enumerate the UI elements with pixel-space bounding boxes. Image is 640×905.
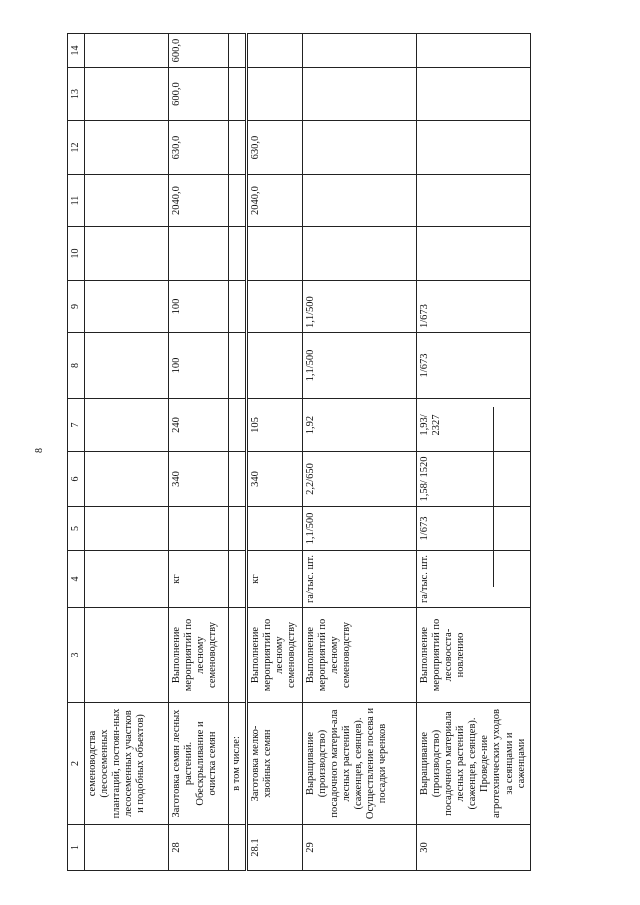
cell-value: 240 [169,399,229,452]
cell-unit: га/тыс. шт. [417,551,531,608]
cell-num [229,825,247,871]
column-number: 7 [68,399,85,452]
cell-unit: га/тыс. шт. [303,551,417,608]
cell-unit [85,551,169,608]
cell-value [303,121,417,175]
cell-purpose: Выполнение мероприятий по лесному семеноводству [169,608,229,703]
cell-value: 1/673 [417,507,531,551]
cell-value [85,34,169,68]
cell-value: 340 [169,452,229,507]
column-number: 5 [68,507,85,551]
table-row [417,34,531,871]
cell-name: Выращивание (производство) посадочного матери-ала лесных растений (саженцев, сеянцев). Осуществление посева и посадки черенков [303,703,417,825]
cell-value [229,34,247,68]
data-table [67,33,531,871]
column-number: 2 [68,703,85,825]
cell-value [229,175,247,227]
cell-value: 600,0 [169,68,229,121]
cell-value: 2,2/650 [303,452,417,507]
cell-value: 340 [247,452,303,507]
cell-value: 105 [247,399,303,452]
footnote-line [493,407,494,587]
page-number: 8 [34,448,45,453]
cell-purpose: Выполнение мероприятий по лесному семеноводству [303,608,417,703]
cell-purpose: Выполнение мероприятий по лесному семеноводству [247,608,303,703]
cell-value [417,121,531,175]
cell-num: 29 [303,825,417,871]
cell-value [229,452,247,507]
cell-value: 630,0 [247,121,303,175]
cell-name: в том числе: [229,703,247,825]
cell-value: 100 [169,281,229,333]
column-number: 1 [68,825,85,871]
cell-value: 1/673 [417,281,531,333]
cell-unit: кг [247,551,303,608]
column-number: 4 [68,551,85,608]
cell-num [85,825,169,871]
cell-value [229,507,247,551]
cell-value [247,281,303,333]
cell-value [229,333,247,399]
cell-purpose [229,608,247,703]
cell-purpose [85,608,169,703]
cell-name: семеноводства (лесосеменных плантаций, постоян-ных лесосеменных участков и подобных объектов) [85,703,169,825]
column-number: 13 [68,68,85,121]
cell-unit: кг [169,551,229,608]
cell-value [303,227,417,281]
cell-value [247,333,303,399]
cell-value: 1,93/ 2327 [417,399,531,452]
cell-value [247,34,303,68]
cell-value [85,452,169,507]
table-row [247,34,303,871]
cell-value: 1,1/500 [303,281,417,333]
column-number: 9 [68,281,85,333]
cell-value [303,175,417,227]
cell-value [417,227,531,281]
cell-name: Заготовка мелко-хвойных семян [247,703,303,825]
column-number: 12 [68,121,85,175]
cell-value: 1,92 [303,399,417,452]
cell-num: 28.1 [247,825,303,871]
table-row [169,34,229,871]
cell-value: 600,0 [169,34,229,68]
column-number: 6 [68,452,85,507]
cell-value [85,175,169,227]
cell-unit [229,551,247,608]
cell-value: 1,1/500 [303,507,417,551]
cell-value [229,121,247,175]
cell-value [417,175,531,227]
column-numbers-row [68,34,85,871]
cell-value [169,507,229,551]
table-row [229,34,247,871]
cell-value [303,68,417,121]
cell-value [85,333,169,399]
column-number: 3 [68,608,85,703]
column-number: 11 [68,175,85,227]
column-number: 10 [68,227,85,281]
cell-value [169,227,229,281]
cell-value [85,227,169,281]
cell-value [85,507,169,551]
cell-value [85,68,169,121]
cell-num: 28 [169,825,229,871]
cell-name: Заготовка семян лесных растений. Обескрыливание и очистка семян [169,703,229,825]
cell-purpose: Выполнение мероприятий по лесовосста-новлению [417,608,531,703]
table-row [303,34,417,871]
cell-value: 100 [169,333,229,399]
cell-value [229,281,247,333]
cell-value [229,68,247,121]
cell-value [417,68,531,121]
cell-value [417,34,531,68]
table-row [85,34,169,871]
cell-value: 630,0 [169,121,229,175]
cell-value: 1,1/500 [303,333,417,399]
cell-value [229,227,247,281]
cell-value [229,399,247,452]
column-number: 14 [68,34,85,68]
cell-value [85,121,169,175]
cell-value [247,507,303,551]
cell-value [247,227,303,281]
cell-value: 2040,0 [247,175,303,227]
cell-num: 30 [417,825,531,871]
cell-name: Выращивание (производство) посадочного материала лесных растений (саженцев, сеянцев). Проведе-ние агротехнических уходов за сеянцами и саженцами [417,703,531,825]
cell-value [85,399,169,452]
cell-value [303,34,417,68]
cell-value: 1/673 [417,333,531,399]
cell-value [247,68,303,121]
column-number: 8 [68,333,85,399]
cell-value: 2040,0 [169,175,229,227]
cell-value: 1,58/ 1520 [417,452,531,507]
cell-value [85,281,169,333]
